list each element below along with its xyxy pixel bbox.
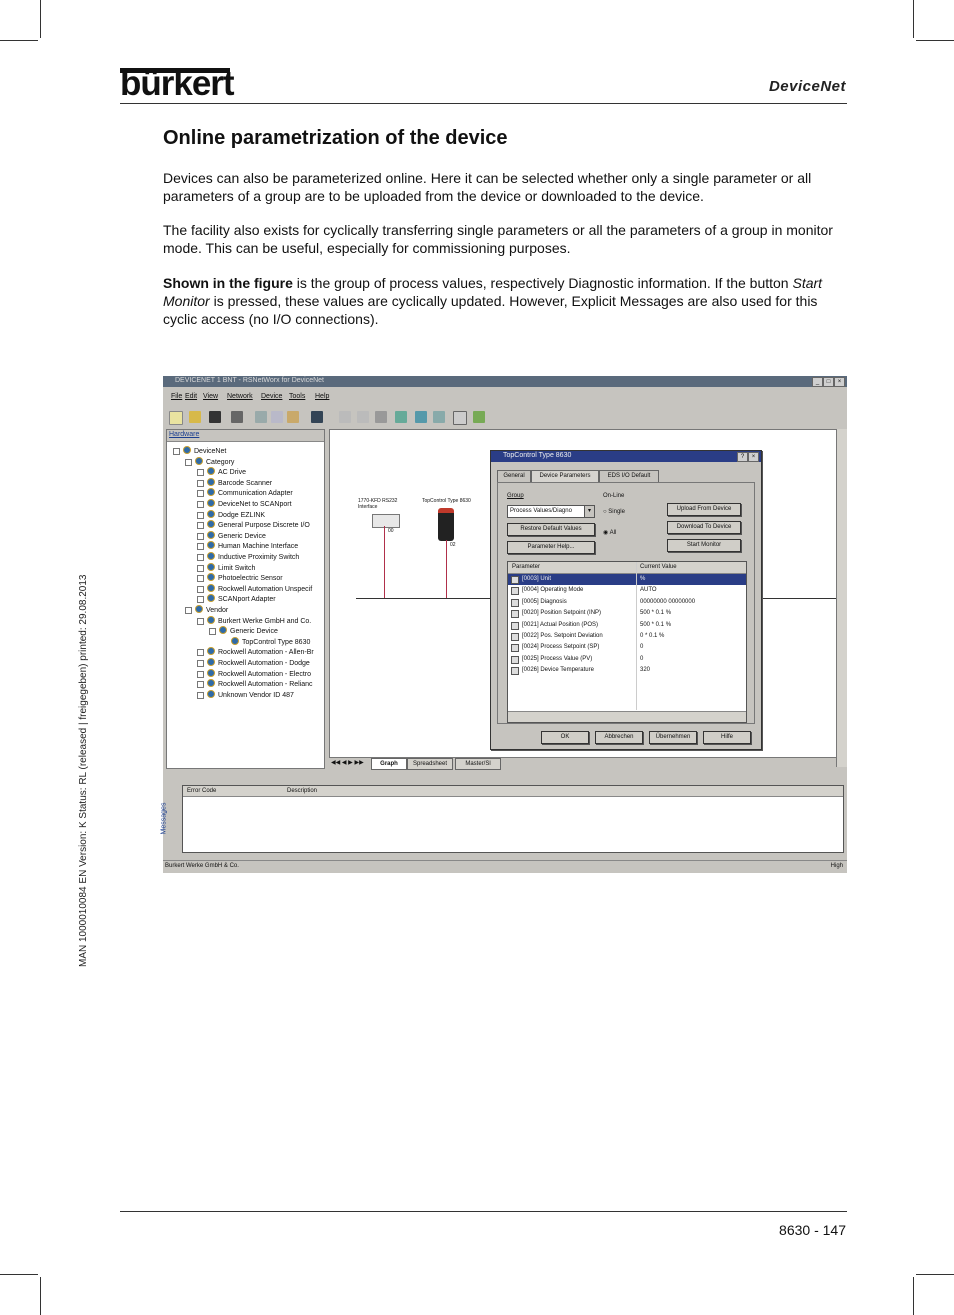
collapse-icon[interactable]: [185, 459, 192, 466]
crop-mark: [40, 0, 41, 38]
messages-label: Messages: [160, 802, 168, 835]
device-icon: [231, 637, 239, 645]
drop-line-1: [384, 526, 385, 598]
pointer-icon[interactable]: [311, 411, 323, 423]
zoom-in-icon[interactable]: [339, 411, 351, 423]
tree-item-label: Rockwell Automation - Electro: [218, 670, 311, 678]
device-icon: [207, 647, 215, 655]
tree-item-label: Category: [206, 458, 235, 466]
lock-icon: [511, 667, 519, 675]
tree-item[interactable]: [207, 520, 310, 530]
device-icon: [207, 467, 215, 475]
tree-item-label: Dodge EZLINK: [218, 511, 266, 519]
tree-item-label: Unknown Vendor ID 487: [218, 691, 294, 699]
tab-spreadsheet[interactable]: Spreadsheet: [407, 758, 453, 770]
collapse-icon[interactable]: [209, 628, 216, 635]
node2-label: TopControl Type 8630: [422, 498, 471, 504]
cut-icon[interactable]: [255, 411, 267, 423]
parameter-name: [0004] Operating Mode: [522, 587, 584, 594]
lock-icon: [511, 644, 519, 652]
dialog-close-icon[interactable]: ×: [748, 452, 759, 462]
help-icon[interactable]: ?: [737, 452, 748, 462]
parameter-value: 0: [640, 655, 644, 662]
burkert-logo: bürkert: [120, 64, 234, 103]
hardware-panel: [166, 429, 325, 769]
tree-item[interactable]: [183, 446, 226, 456]
dialog-title: TopControl Type 8630: [503, 452, 572, 459]
tree-item[interactable]: [207, 679, 313, 689]
parameter-help-button[interactable]: Parameter Help...: [507, 541, 595, 554]
expand-icon[interactable]: [197, 512, 204, 519]
device-icon: [207, 658, 215, 666]
menu-item[interactable]: Network: [227, 393, 253, 400]
table-row[interactable]: [508, 585, 746, 596]
tree-item[interactable]: [207, 616, 311, 626]
expand-icon[interactable]: [197, 469, 204, 476]
online-icon[interactable]: [375, 411, 387, 423]
tab-nav-arrows[interactable]: ◀◀ ◀ ▶ ▶▶: [331, 760, 364, 766]
tree-item[interactable]: [207, 541, 298, 551]
page-number: 8630 - 147: [779, 1222, 846, 1238]
toolbar: [167, 409, 847, 425]
expand-icon[interactable]: [197, 596, 204, 603]
menu-item[interactable]: Tools: [289, 393, 306, 400]
online-label: On-Line: [603, 493, 625, 499]
dialog-help-button[interactable]: Hilfe: [703, 731, 751, 744]
paragraph-3-a: is the group of process values, respectively Diagnostic information. If the button: [292, 275, 793, 291]
lock-icon: [511, 610, 519, 618]
start-monitor-ref: Start Monitor: [163, 275, 823, 309]
device-icon: [207, 584, 215, 592]
tab-general[interactable]: General: [497, 470, 531, 482]
expand-icon[interactable]: [197, 501, 204, 508]
device-icon: [207, 510, 215, 518]
tree-item[interactable]: [207, 488, 293, 498]
expand-icon[interactable]: [197, 649, 204, 656]
parameter-name: [0020] Position Setpoint (INP): [522, 610, 602, 617]
device-icon: [207, 488, 215, 496]
expand-icon[interactable]: [197, 533, 204, 540]
footer-rule: [120, 1211, 847, 1212]
single-label: Single: [608, 509, 625, 515]
node1-label: 1770-KFD RS232 Interface: [358, 498, 398, 510]
list-header: [508, 562, 746, 574]
tree-item-label: Rockwell Automation - Dodge: [218, 660, 310, 667]
window-title: DEVICENET 1 BNT - RSNetWorx for DeviceNet: [175, 377, 324, 384]
tree-item-label: SCANport Adapter: [218, 596, 276, 604]
properties-icon[interactable]: [453, 411, 467, 425]
hardware-label: Hardware: [169, 431, 200, 438]
expand-icon[interactable]: [197, 575, 204, 582]
tab-graph[interactable]: Graph: [371, 758, 407, 770]
node2-device[interactable]: [438, 508, 454, 541]
parameter-value: 0: [640, 644, 644, 651]
lock-icon: [511, 587, 519, 595]
sidebar-note: MAN 1000010084 EN Version: K Status: RL (released | freigegeben) printed: 29.08.2013: [78, 574, 89, 967]
new-icon[interactable]: [169, 411, 183, 425]
download-to-device-button[interactable]: Download To Device: [667, 521, 741, 534]
tree-item[interactable]: [207, 499, 292, 509]
parameter-name: [0025] Process Value (PV): [522, 655, 593, 662]
apply-button[interactable]: Übernehmen: [649, 731, 697, 744]
tree-item[interactable]: [207, 647, 314, 657]
section-title: DeviceNet: [768, 78, 846, 95]
column-divider: [636, 562, 637, 710]
tree-item-label: AC Drive: [218, 469, 247, 477]
parameter-name: [0022] Pos. Setpoint Deviation: [522, 633, 603, 639]
parameter-value: 500 * 0.1 %: [640, 610, 672, 617]
cancel-button[interactable]: Abbrechen: [595, 731, 643, 744]
node2-id: 02: [450, 542, 456, 548]
parameter-value: 500 * 0.1 %: [640, 621, 672, 628]
parameter-value: 00000000 00000000: [640, 598, 696, 605]
table-row[interactable]: [508, 642, 746, 653]
tree-item-label: Generic Device: [230, 628, 278, 636]
tree-item-label: Vendor: [206, 607, 229, 614]
tree-item[interactable]: [207, 573, 283, 583]
single-radio[interactable]: ○ Single: [603, 509, 625, 515]
tree-item-label: Burkert Werke GmbH and Co.: [218, 617, 312, 625]
tree-item-label: DeviceNet to SCANport: [218, 501, 292, 508]
device-icon: [207, 669, 215, 677]
ok-button[interactable]: OK: [541, 731, 589, 744]
tree-item-label: Limit Switch: [218, 564, 256, 572]
expand-icon[interactable]: [197, 480, 204, 487]
tree-item[interactable]: [207, 467, 246, 477]
node1-id: 00: [388, 528, 394, 534]
expand-icon[interactable]: [197, 692, 204, 699]
table-row[interactable]: [508, 597, 746, 608]
expand-icon[interactable]: [197, 671, 204, 678]
tree-item-label: Photoelectric Sensor: [218, 575, 283, 583]
parameter-name: [0021] Actual Position (POS): [522, 621, 599, 628]
col-error-code: Error Code: [187, 788, 217, 794]
tree-item[interactable]: [207, 594, 276, 604]
device-icon: [207, 594, 215, 602]
network-icon[interactable]: [395, 411, 407, 423]
expand-icon[interactable]: [197, 543, 204, 550]
tab-master-slave[interactable]: Master/Sl: [455, 758, 501, 770]
device-icon: [207, 520, 215, 528]
device-icon: [207, 499, 215, 507]
table-row[interactable]: [508, 654, 746, 665]
collapse-icon[interactable]: [197, 618, 204, 625]
parameter-value: 320: [640, 667, 651, 674]
tab-device-parameters[interactable]: Device Parameters: [531, 470, 599, 482]
col-description: Description: [287, 788, 318, 794]
menu-item[interactable]: Device: [261, 393, 283, 400]
zoom-out-icon[interactable]: [357, 411, 369, 423]
chevron-down-icon[interactable]: ▾: [584, 506, 594, 517]
dialog-titlebar: [491, 451, 761, 462]
expand-icon[interactable]: [197, 660, 204, 667]
paragraph-3: [163, 274, 853, 328]
tree-item[interactable]: [219, 626, 278, 636]
expand-icon[interactable]: [197, 554, 204, 561]
device-dialog: [490, 450, 762, 750]
device-icon: [183, 446, 191, 454]
menu-item[interactable]: View: [203, 393, 219, 400]
menubar: [163, 392, 847, 404]
messages-header: [183, 786, 843, 797]
save-icon[interactable]: [209, 411, 221, 423]
lock-icon: [511, 576, 519, 584]
table-row[interactable]: [508, 620, 746, 631]
parameter-name: [0005] Diagnosis: [522, 598, 567, 605]
paragraph-3-b: is pressed, these values are cyclically updated. However, Explicit Messages are also used for this cyclic access (no I/O connections).: [163, 293, 818, 327]
tab-eds-io-default[interactable]: EDS I/O Default: [599, 470, 659, 482]
device-icon: [207, 573, 215, 581]
crop-mark: [913, 1277, 914, 1315]
expand-icon[interactable]: [197, 565, 204, 572]
collapse-icon[interactable]: [173, 448, 180, 455]
paragraph-2: The facility also exists for cyclically transferring single parameters or all the parameters of a group in monitor mode. This can be useful, especially for commissioning purposes.: [163, 222, 833, 256]
col-current-value: Current Value: [640, 564, 677, 570]
tree-item-label: Rockwell Automation - Allen-Br: [218, 649, 314, 657]
page-title: Online parametrization of the device: [163, 127, 508, 149]
drop-line-2: [446, 540, 447, 598]
tree-item-label: DeviceNet: [194, 448, 227, 455]
lock-icon: [511, 633, 519, 641]
parameter-list: [507, 561, 747, 723]
parameter-name: [0003] Unit: [522, 576, 552, 582]
bold-lead: Shown in the figure: [163, 275, 293, 291]
col-parameter: Parameter: [512, 564, 541, 570]
tree-item[interactable]: [195, 605, 228, 615]
status-left: Burkert Werke GmbH & Co.: [165, 863, 239, 869]
status-right: High: [830, 863, 843, 869]
device-icon: [207, 478, 215, 486]
tree-item[interactable]: [207, 510, 265, 520]
parameter-value: %: [640, 576, 646, 582]
tree-item[interactable]: [207, 563, 255, 573]
tree-item[interactable]: [207, 552, 299, 562]
group-select[interactable]: [507, 505, 595, 518]
open-icon[interactable]: [189, 411, 201, 423]
tree-item-label: Inductive Proximity Switch: [218, 554, 300, 561]
start-monitor-button[interactable]: Start Monitor: [667, 539, 741, 552]
device-icon: [195, 605, 203, 613]
group-value: Process Values/Diagno: [510, 508, 572, 514]
node1-device[interactable]: [372, 514, 400, 528]
device-icon: [207, 531, 215, 539]
tree-item-label: Human Machine Interface: [218, 543, 299, 551]
tree-item-label: Rockwell Automation Unspecif: [218, 585, 313, 593]
browse-icon[interactable]: [415, 411, 427, 423]
group-label: Group: [507, 493, 524, 499]
lock-icon: [511, 656, 519, 664]
device-icon: [207, 679, 215, 687]
all-radio[interactable]: ◉ All: [603, 530, 617, 536]
tree-item-label: Generic Device: [218, 532, 266, 540]
menu-item[interactable]: Help: [315, 393, 330, 400]
table-row[interactable]: [508, 665, 746, 676]
lock-icon: [511, 599, 519, 607]
software-screenshot: [160, 376, 847, 872]
maximize-button[interactable]: □: [823, 377, 834, 387]
device-icon: [219, 626, 227, 634]
status-bar: [163, 860, 847, 873]
restore-defaults-button[interactable]: Restore Default Values: [507, 523, 595, 536]
graph-scrollbar[interactable]: [836, 429, 847, 767]
device-icon: [207, 541, 215, 549]
menu-item[interactable]: Edit: [185, 393, 198, 400]
close-button[interactable]: ×: [834, 377, 845, 387]
parameter-value: AUTO: [640, 587, 657, 594]
device-icon: [207, 552, 215, 560]
messages-table: [182, 785, 844, 853]
list-hscroll[interactable]: [508, 711, 746, 722]
paste-icon[interactable]: [287, 411, 299, 423]
device-icon: [207, 690, 215, 698]
tree-item[interactable]: [195, 457, 234, 467]
expand-icon[interactable]: [197, 522, 204, 529]
tree-item[interactable]: [207, 690, 294, 700]
crop-mark: [40, 1277, 41, 1315]
tree-item-label: Communication Adapter: [218, 490, 293, 498]
expand-icon[interactable]: [197, 490, 204, 497]
copy-icon[interactable]: [271, 411, 283, 423]
tree-item[interactable]: [231, 637, 310, 647]
device-icon: [207, 563, 215, 571]
parameter-name: [0026] Device Temperature: [522, 667, 594, 674]
all-label: All: [609, 530, 617, 536]
minimize-button[interactable]: _: [812, 377, 823, 387]
tree-item[interactable]: [207, 531, 266, 541]
crop-mark: [913, 0, 914, 38]
hardware-header: [167, 430, 324, 442]
tree-item-label: TopControl Type 8630: [242, 638, 311, 646]
menu-item[interactable]: File: [171, 393, 183, 400]
window-titlebar: [163, 376, 847, 387]
tree-item-label: Rockwell Automation - Relianc: [218, 681, 313, 689]
table-row[interactable]: [508, 608, 746, 619]
tree-item[interactable]: [207, 478, 272, 488]
crop-mark: [0, 1274, 38, 1275]
crop-mark: [916, 1274, 954, 1275]
crop-mark: [0, 40, 38, 41]
messages-panel: [160, 779, 844, 857]
tree-item-label: Barcode Scanner: [218, 479, 273, 487]
device-icon: [207, 616, 215, 624]
print-icon[interactable]: [231, 411, 243, 423]
parameter-name: [0024] Process Setpoint (SP): [522, 644, 600, 651]
upload-icon[interactable]: [473, 411, 485, 423]
tree-item[interactable]: [207, 669, 311, 679]
device-icon: [195, 457, 203, 465]
parameter-value: 0 * 0.1 %: [640, 633, 665, 639]
crop-mark: [916, 40, 954, 41]
tree-item-label: General Purpose Discrete I/O: [218, 522, 310, 530]
download-icon[interactable]: [433, 411, 445, 423]
upload-from-device-button[interactable]: Upload From Device: [667, 503, 741, 516]
tree-item[interactable]: [207, 584, 312, 594]
tree-item[interactable]: [207, 658, 310, 668]
paragraph-1: Devices can also be parameterized online. Here it can be selected whether only a single parameter or all parameters of a group are to be uploaded from the device or downloaded to the device.: [163, 170, 812, 204]
collapse-icon[interactable]: [185, 607, 192, 614]
expand-icon[interactable]: [197, 586, 204, 593]
expand-icon[interactable]: [197, 681, 204, 688]
header-rule: [120, 103, 847, 104]
lock-icon: [511, 622, 519, 630]
table-row[interactable]: [508, 631, 746, 642]
table-row[interactable]: [508, 574, 746, 585]
view-tabs: [331, 758, 851, 770]
